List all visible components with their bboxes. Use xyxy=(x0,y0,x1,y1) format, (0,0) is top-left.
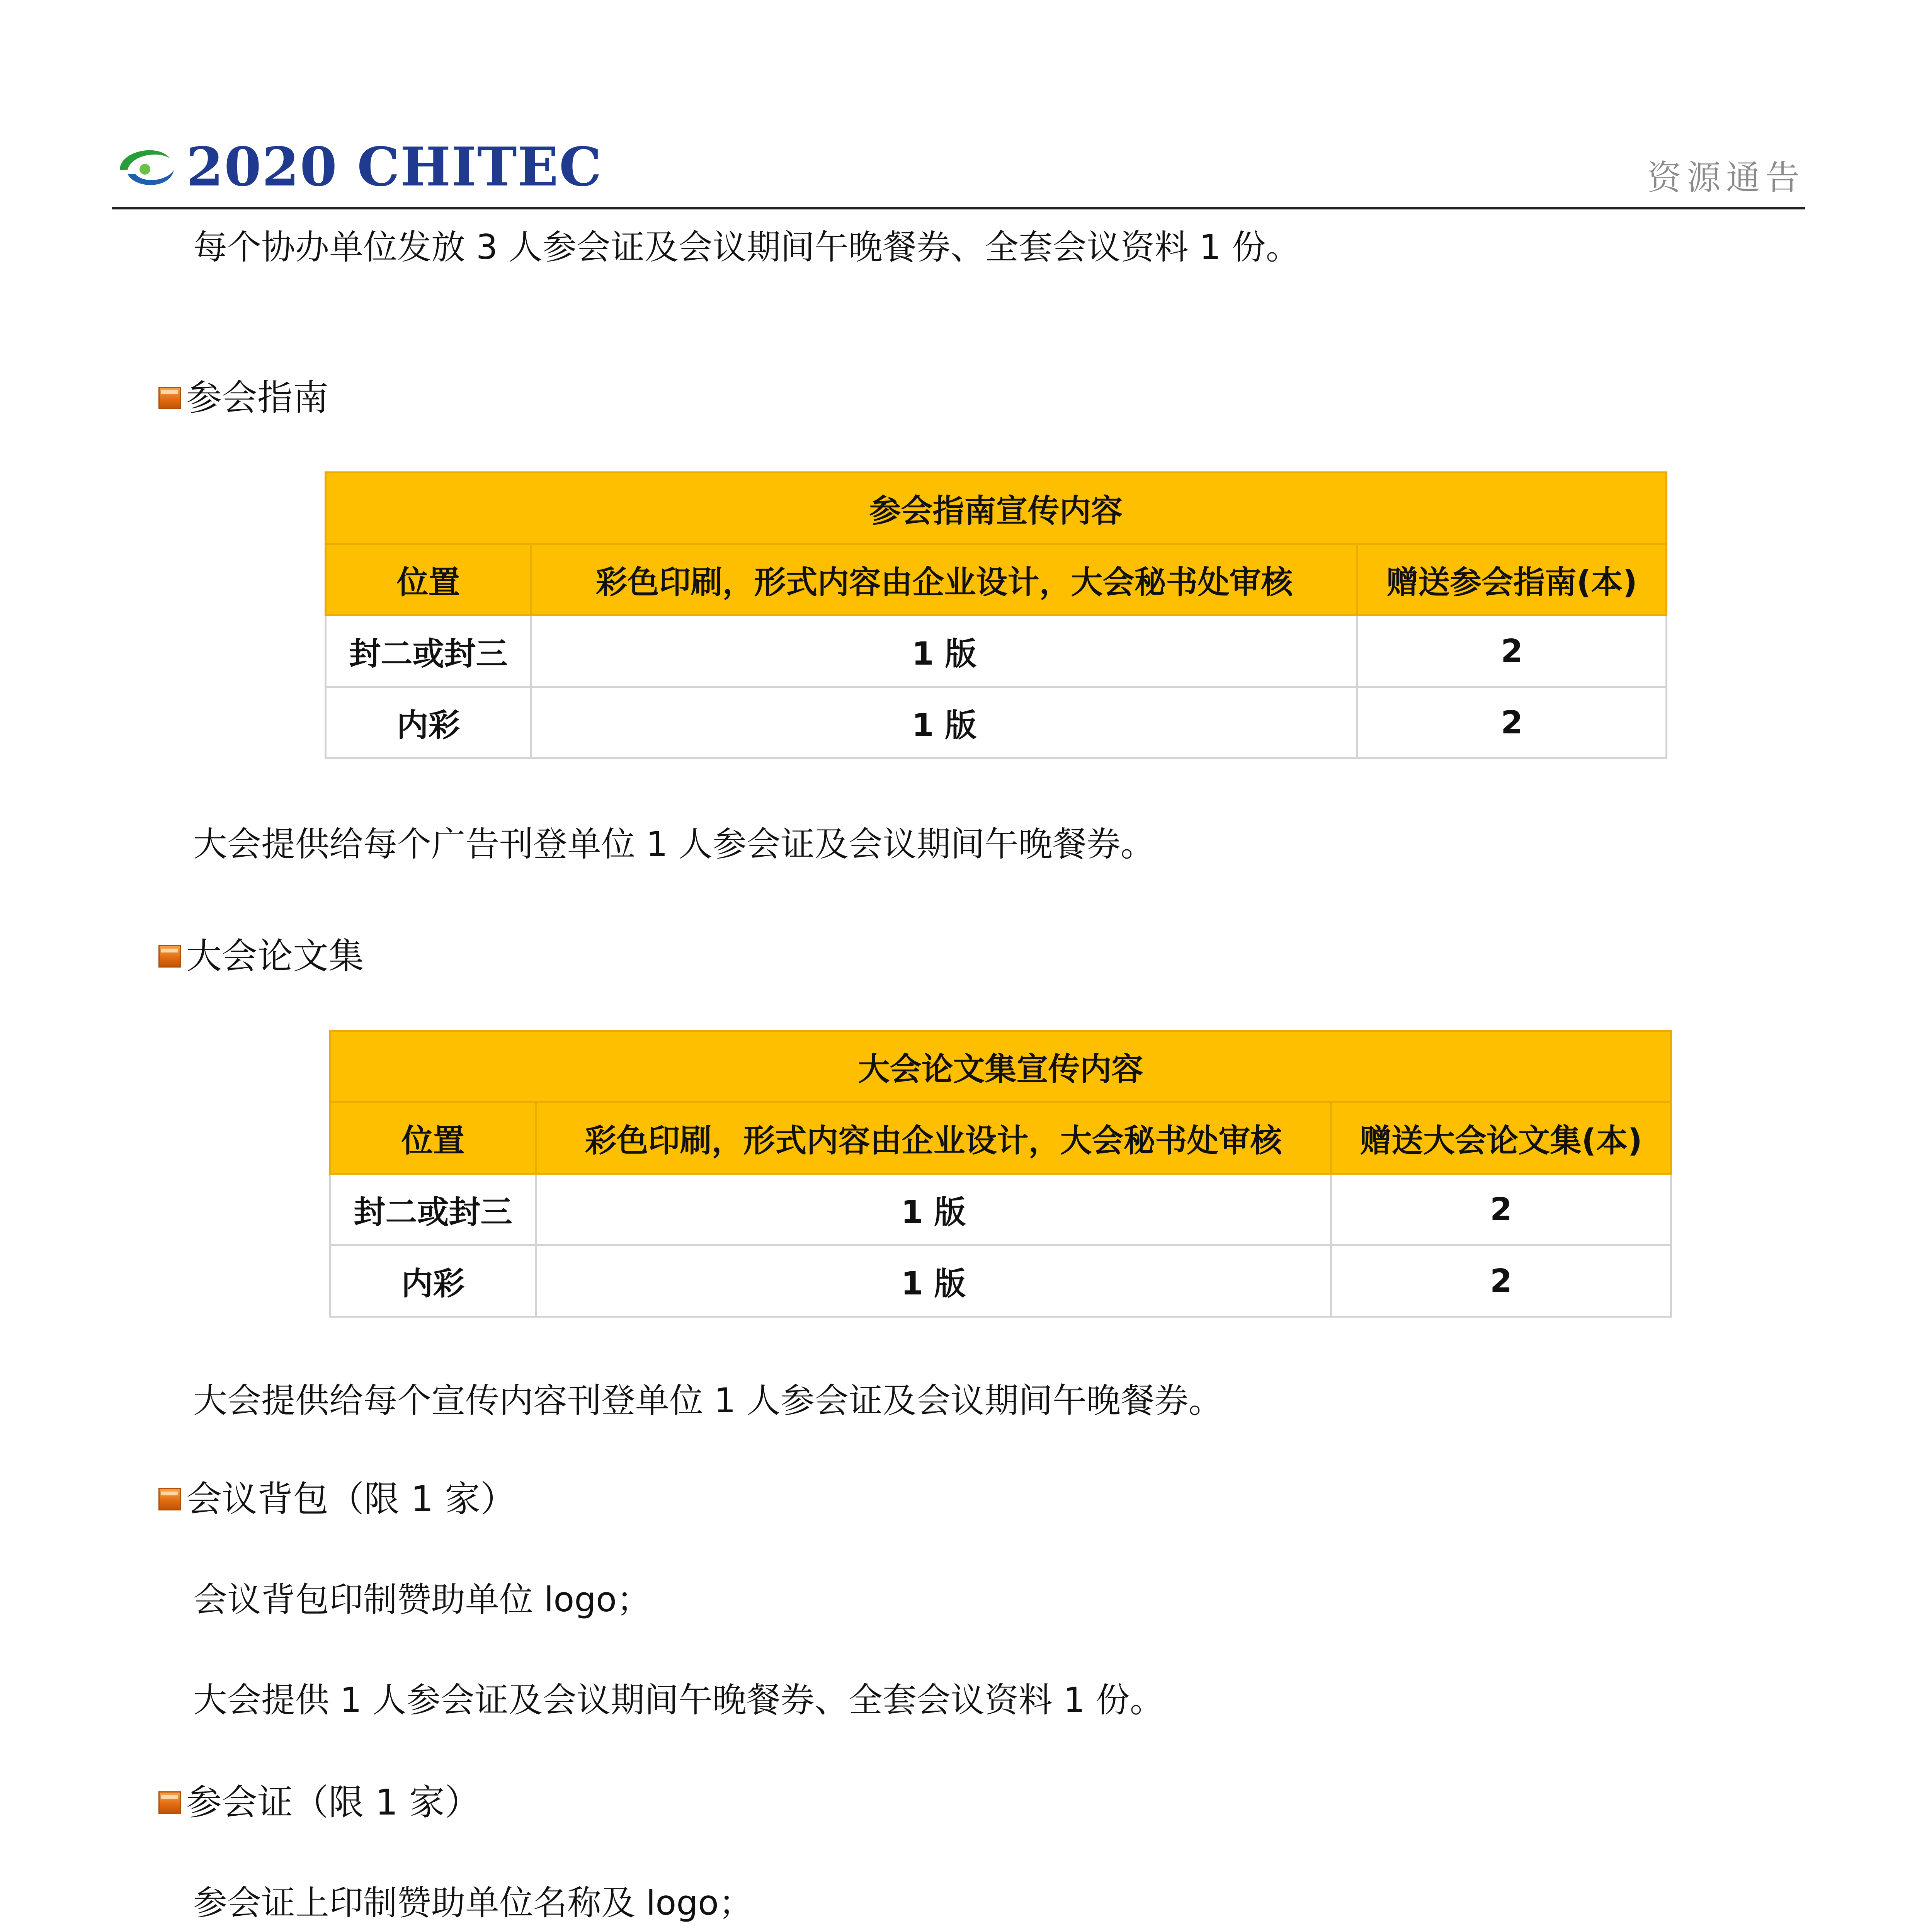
header-divider xyxy=(112,207,1805,209)
section-title: 大会论文集 xyxy=(186,935,364,977)
section-heading-guide xyxy=(158,377,328,419)
section-bullet-icon xyxy=(158,945,181,968)
header-title: 2020 CHITEC xyxy=(186,135,602,198)
table-header-cell: 彩色印刷，形式内容由企业设计，大会秘书处审核 xyxy=(536,1102,1331,1174)
table-cell: 封二或封三 xyxy=(330,1174,536,1245)
table-cell: 内彩 xyxy=(330,1245,536,1317)
section-bullet-icon xyxy=(158,1791,181,1814)
table-header-cell: 赠送参会指南(本) xyxy=(1357,544,1667,616)
section-heading-badge xyxy=(158,1781,480,1824)
table-row xyxy=(330,1174,1671,1245)
section-title: 会议背包（限 1 家） xyxy=(186,1478,516,1520)
table-cell: 2 xyxy=(1331,1174,1671,1245)
table-header-cell: 彩色印刷，形式内容由企业设计，大会秘书处审核 xyxy=(531,544,1357,616)
table-row xyxy=(326,687,1667,759)
table-cell: 2 xyxy=(1331,1245,1671,1317)
table-cell: 1 版 xyxy=(531,687,1357,759)
intro-line: 每个协办单位发放 3 人参会证及会议期间午晚餐券、全套会议资料 1 份。 xyxy=(193,227,1300,267)
bag-line-2: 大会提供 1 人参会证及会议期间午晚餐券、全套会议资料 1 份。 xyxy=(193,1680,1164,1720)
table-cell: 2 xyxy=(1357,616,1667,687)
bag-line-1: 会议背包印制赞助单位 logo； xyxy=(193,1580,651,1619)
table-caption: 大会论文集宣传内容 xyxy=(330,1031,1671,1102)
table-row xyxy=(326,616,1667,687)
section-bullet-icon xyxy=(158,1488,181,1510)
table-cell: 1 版 xyxy=(536,1245,1331,1317)
table-cell: 1 版 xyxy=(536,1174,1331,1245)
table-header-cell: 位置 xyxy=(330,1102,536,1174)
guide-note: 大会提供给每个广告刊登单位 1 人参会证及会议期间午晚餐券。 xyxy=(193,824,1155,864)
section-bullet-icon xyxy=(158,387,181,409)
section-title: 参会指南 xyxy=(186,377,329,418)
badge-line-1: 参会证上印制赞助单位名称及 logo； xyxy=(193,1883,753,1923)
section-heading-papers xyxy=(158,935,364,978)
header-right-label: 资源通告 xyxy=(1647,158,1805,197)
papers-table xyxy=(329,1030,1672,1318)
table-row xyxy=(330,1245,1671,1317)
section-title: 参会证（限 1 家） xyxy=(186,1782,481,1823)
table-caption: 参会指南宣传内容 xyxy=(326,473,1667,544)
chitec-logo-icon xyxy=(112,143,178,193)
table-header-cell: 赠送大会论文集(本) xyxy=(1331,1102,1671,1174)
section-heading-bag xyxy=(158,1478,516,1520)
table-cell: 2 xyxy=(1357,687,1667,759)
papers-note: 大会提供给每个宣传内容刊登单位 1 人参会证及会议期间午晚餐券。 xyxy=(193,1381,1223,1420)
table-header-cell: 位置 xyxy=(326,544,531,616)
table-cell: 1 版 xyxy=(531,616,1357,687)
table-cell: 封二或封三 xyxy=(326,616,531,687)
table-cell: 内彩 xyxy=(326,687,531,759)
guide-table xyxy=(325,471,1667,759)
